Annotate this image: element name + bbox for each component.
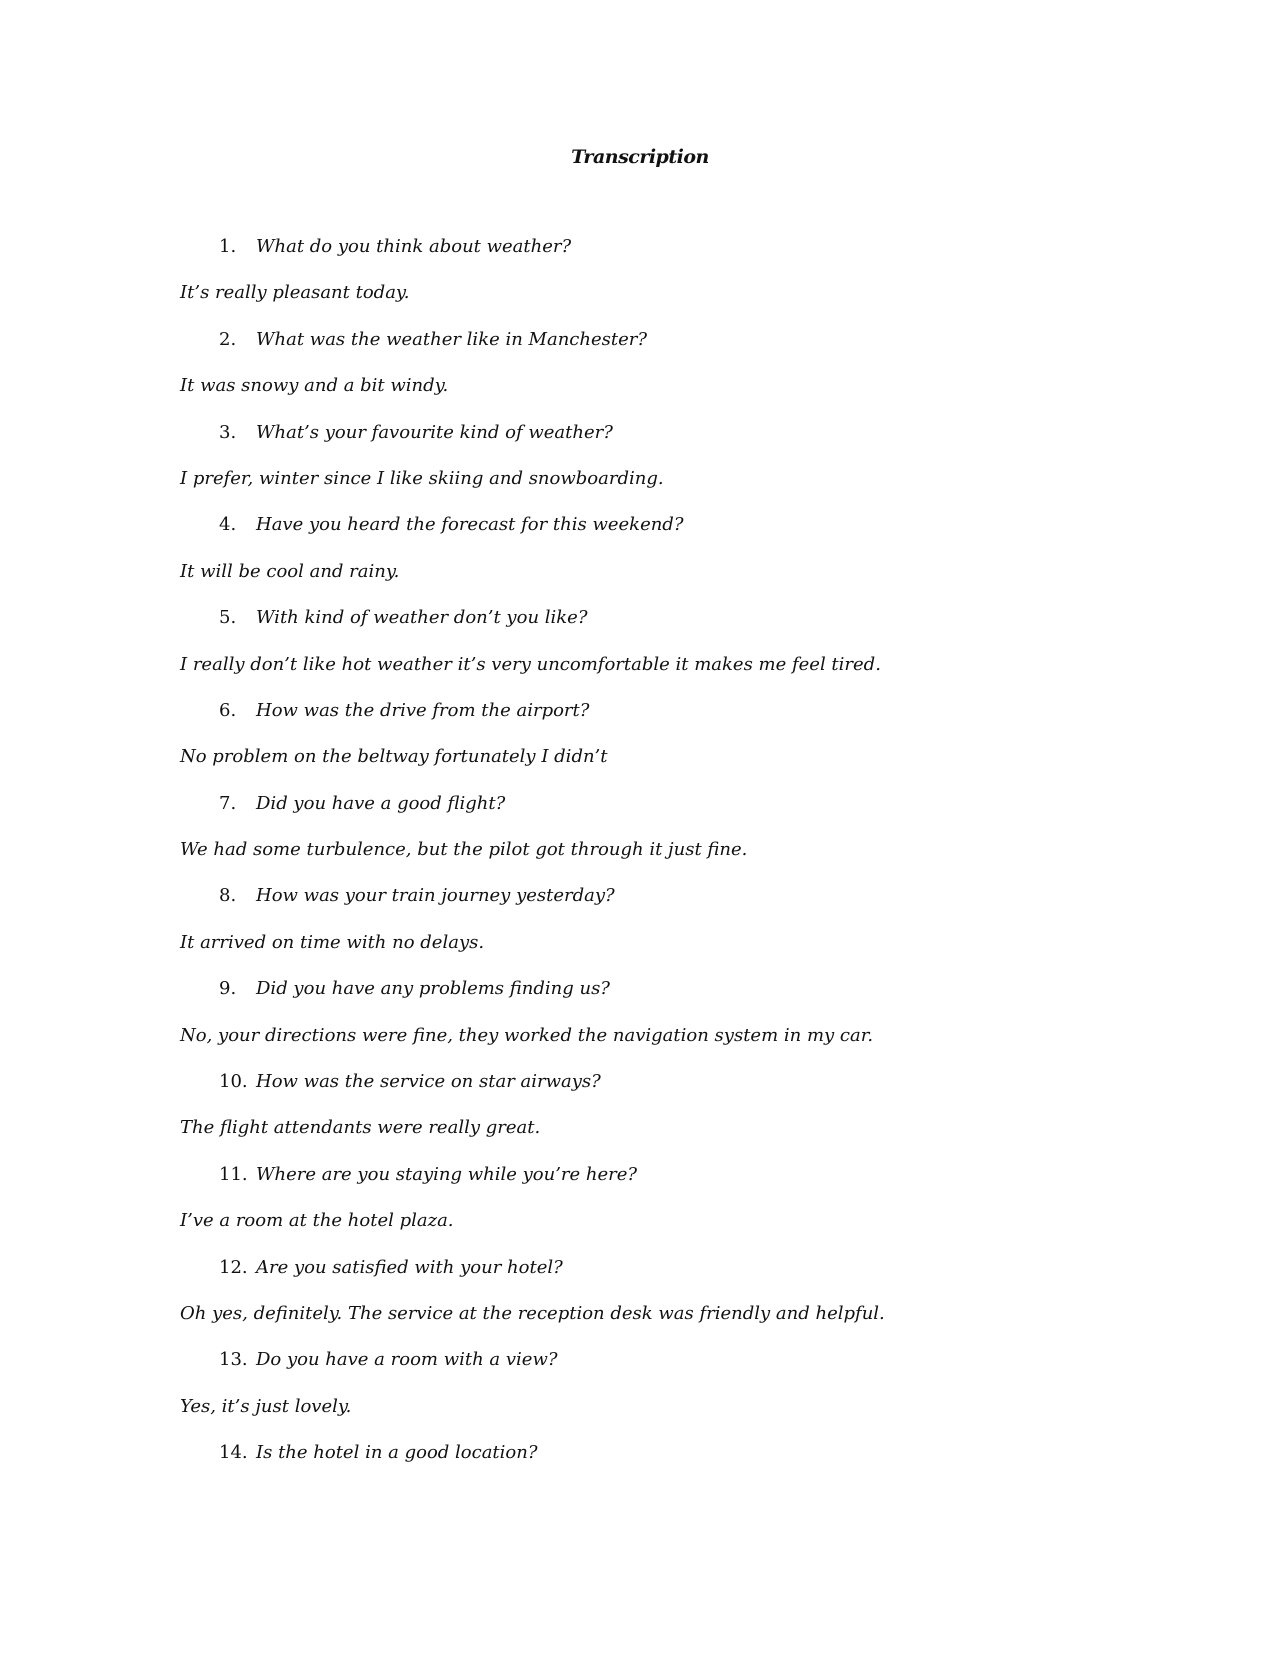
answer-text: I’ve a room at the hotel plaza.: [180, 1210, 454, 1232]
question-line: [0, 1071, 1280, 1117]
question-line: [0, 1442, 1280, 1488]
page-title: Transcription: [571, 146, 709, 168]
qa-entry: [0, 514, 1280, 607]
qa-entry: [0, 236, 1280, 329]
question-number: 10.: [219, 1071, 248, 1093]
question-text: How was the drive from the airport?: [256, 699, 590, 721]
question-line: [0, 1164, 1280, 1210]
question-text: What was the weather like in Manchester?: [256, 328, 647, 350]
question-line: [0, 1257, 1280, 1303]
question-text: How was your train journey yesterday?: [256, 885, 615, 907]
question-line: [0, 607, 1280, 653]
qa-entry: [0, 1164, 1280, 1257]
question-number: 13.: [219, 1349, 248, 1371]
answer-text: No, your directions were fine, they worked the navigation system in my car.: [180, 1024, 874, 1046]
answer-text: We had some turbulence, but the pilot got through it just fine.: [180, 839, 748, 861]
question-line: [0, 1349, 1280, 1395]
question-line: [0, 329, 1280, 375]
answer-text: I prefer, winter since I like skiing and snowboarding.: [180, 467, 664, 489]
question-line: [0, 793, 1280, 839]
question-number: 1.: [219, 236, 237, 257]
qa-entry: [0, 1071, 1280, 1164]
question-line: [0, 236, 1280, 282]
question-text: Have you heard the forecast for this weekend?: [256, 514, 684, 536]
question-text: What do you think about weather?: [256, 236, 572, 257]
question-text: Did you have a good flight?: [256, 792, 506, 814]
question-number: 8.: [219, 885, 237, 907]
answer-text: The flight attendants were really great.: [180, 1117, 541, 1139]
question-text: Is the hotel in a good location?: [256, 1442, 538, 1464]
answer-text: Oh yes, definitely. The service at the reception desk was friendly and helpful.: [180, 1302, 885, 1324]
qa-entry: [0, 422, 1280, 515]
question-text: Where are you staying while you’re here?: [256, 1163, 638, 1185]
question-number: 7.: [219, 792, 237, 814]
qa-entry: [0, 978, 1280, 1071]
question-text: Do you have a room with a view?: [256, 1349, 558, 1371]
question-number: 14.: [219, 1442, 248, 1464]
question-text: Did you have any problems finding us?: [256, 978, 610, 1000]
answer-text: It was snowy and a bit windy.: [180, 375, 449, 397]
question-number: 4.: [219, 514, 237, 536]
question-number: 11.: [219, 1163, 248, 1185]
question-text: Are you satisfied with your hotel?: [256, 1256, 563, 1278]
qa-entry: [0, 607, 1280, 700]
question-number: 12.: [219, 1256, 248, 1278]
question-number: 2.: [219, 328, 237, 350]
qa-entry: [0, 329, 1280, 422]
question-text: With kind of weather don’t you like?: [256, 607, 588, 629]
question-number: 9.: [219, 978, 237, 1000]
answer-text: I really don’t like hot weather it’s very uncomfortable it makes me feel tired.: [180, 653, 881, 675]
question-text: How was the service on star airways?: [256, 1071, 601, 1093]
question-text: What’s your favourite kind of weather?: [256, 421, 613, 443]
qa-entry: [0, 700, 1280, 793]
answer-text: It’s really pleasant today.: [180, 282, 410, 304]
answer-text: It will be cool and rainy.: [180, 560, 400, 582]
question-line: [0, 700, 1280, 746]
answer-text: Yes, it’s just lovely.: [180, 1395, 352, 1417]
question-line: [0, 422, 1280, 468]
qa-entry: [0, 885, 1280, 978]
question-number: 3.: [219, 421, 237, 443]
qa-entry: [0, 793, 1280, 886]
question-line: [0, 514, 1280, 560]
question-number: 6.: [219, 699, 237, 721]
answer-text: It arrived on time with no delays.: [180, 931, 485, 953]
answer-text: No problem on the beltway fortunately I didn’t: [180, 746, 608, 768]
qa-entry: [0, 1257, 1280, 1350]
question-line: [0, 978, 1280, 1024]
qa-entry: [0, 1442, 1280, 1488]
qa-list: [0, 236, 1280, 1489]
question-line: [0, 885, 1280, 931]
question-number: 5.: [219, 607, 237, 629]
qa-entry: [0, 1349, 1280, 1442]
